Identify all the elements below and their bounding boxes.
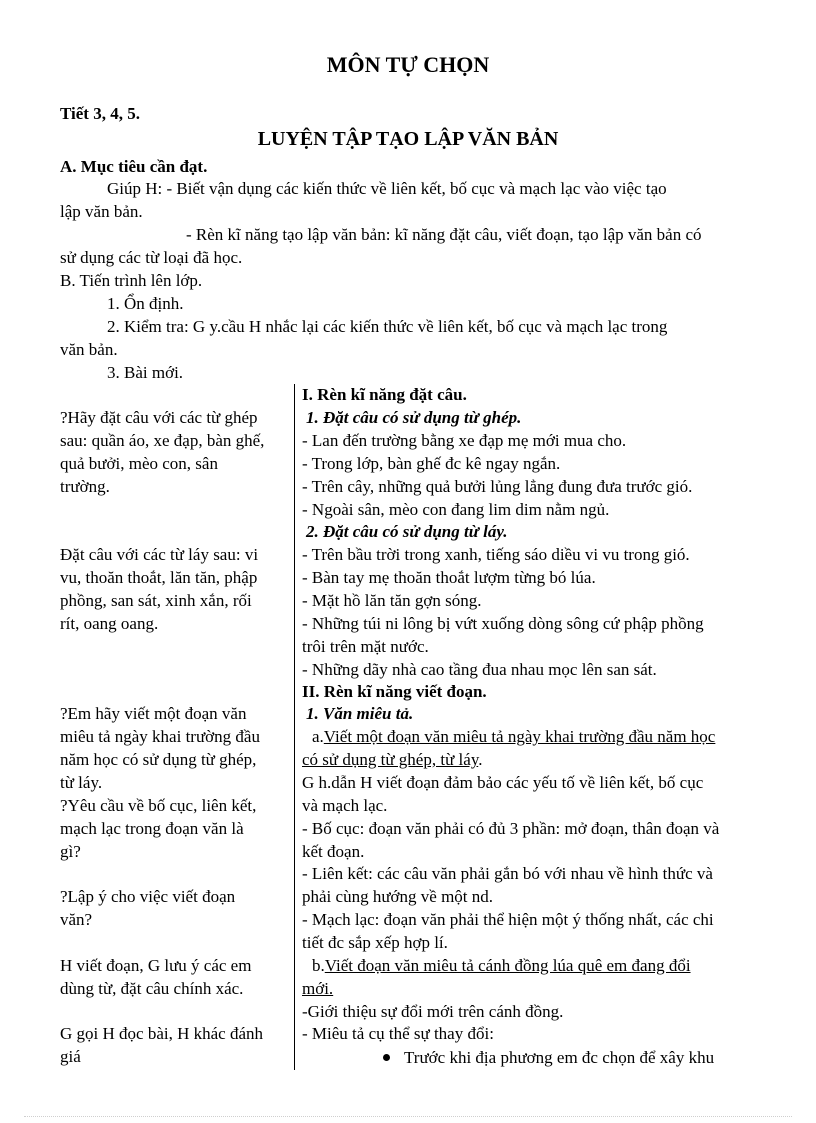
right-subheading: 1. Đặt câu có sử dụng từ ghép. [306,408,522,427]
task-b-prefix: b. [312,956,325,975]
right-heading-1: I. Rèn kĩ năng đặt câu. [302,385,467,404]
task-a-end: . [478,750,483,769]
left-question-line: rít, oang oang. [60,614,159,633]
task-a-line [312,726,715,748]
left-question-line: H viết đoạn, G lưu ý các em [60,956,252,975]
left-question-line: ?Yêu cầu về bố cục, liên kết, [60,796,257,815]
left-question-line: sau: quần áo, xe đạp, bàn ghế, [60,431,265,450]
bullet-dot-icon [383,1054,390,1061]
left-question-line: quả bưởi, mèo con, sân [60,454,218,473]
left-question-line: văn? [60,910,93,929]
right-tail: - Miêu tả cụ thể sự thay đổi: [302,1024,494,1043]
section-b-item: 2. Kiểm tra: G y.cầu H nhắc lại các kiến thức về liên kết, bố cục và mạch lạc trong [107,317,668,336]
right-sentence: trôi trên mặt nước. [302,637,429,656]
right-guide: - Bố cục: đoạn văn phải có đủ 3 phần: mở đoạn, thân đoạn và [302,819,720,838]
left-question-line: G gọi H đọc bài, H khác đánh [60,1024,264,1043]
section-a-line: - Rèn kĩ năng tạo lập văn bản: kĩ năng đặt câu, viết đoạn, tạo lập văn bản có [186,225,702,244]
right-sentence: - Ngoài sân, mèo con đang lim dim nằm ngủ. [302,500,610,519]
right-subheading: 1. Văn miêu tả. [306,704,414,723]
task-a-line [302,749,482,771]
column-divider [294,384,295,1070]
document-title: MÔN TỰ CHỌN [326,52,490,77]
task-a-text: Viết một đoạn văn miêu tả ngày khai trường đầu năm học [323,727,716,746]
left-question-line: ?Hãy đặt câu với các từ ghép [60,408,258,427]
right-sentence: - Mặt hồ lăn tăn gợn sóng. [302,591,482,610]
section-b-heading: B. Tiến trình lên lớp. [60,271,203,290]
right-guide: kết đoạn. [302,842,365,861]
left-question-line: trường. [60,477,110,496]
section-b-item: 3. Bài mới. [107,363,184,382]
left-question-line: giá [60,1047,81,1066]
lesson-title: LUYỆN TẬP TẠO LẬP VĂN BẢN [257,128,559,150]
left-question-line: vu, thoăn thoắt, lăn tăn, phập [60,568,258,587]
section-b-item: 1. Ổn định. [107,294,184,313]
left-question-line: Đặt câu với các từ láy sau: vi [60,545,259,564]
right-guide: G h.dẫn H viết đoạn đảm bảo các yếu tố về liên kết, bố cục [302,773,704,792]
bullet-text: Trước khi địa phương em đc chọn để xây khu [404,1048,715,1067]
section-a-heading: A. Mục tiêu cần đạt. [60,157,208,176]
right-sentence: - Bàn tay mẹ thoăn thoắt lượm từng bó lúa. [302,568,596,587]
left-question-line: mạch lạc trong đoạn văn là [60,819,244,838]
section-a-line: lập văn bản. [60,202,143,221]
task-b-line [312,955,691,977]
task-b-text: Viết đoạn văn miêu tả cánh đồng lúa quê em đang đổi [324,956,691,975]
left-question-line: gì? [60,842,81,861]
section-b-item: văn bản. [60,340,118,359]
left-question-line: dùng từ, đặt câu chính xác. [60,979,244,998]
task-b-text: mới. [302,979,334,998]
task-a-prefix: a. [312,727,324,746]
page-bottom-border [24,1116,792,1117]
right-guide: - Mạch lạc: đoạn văn phải thể hiện một ý thống nhất, các chi [302,910,714,929]
right-guide: và mạch lạc. [302,796,388,815]
right-tail: -Giới thiệu sự đổi mới trên cánh đồng. [302,1002,564,1021]
right-sentence: - Những dãy nhà cao tầng đua nhau mọc lên san sát. [302,660,657,679]
bullet-item [383,1047,714,1069]
left-question-line: ?Em hãy viết một đoạn văn [60,704,247,723]
left-question-line: từ láy. [60,773,103,792]
right-sentence: - Lan đến trường bằng xe đạp mẹ mới mua cho. [302,431,627,450]
right-guide: tiết đc sắp xếp hợp lí. [302,933,448,952]
right-sentence: - Trên bầu trời trong xanh, tiếng sáo diều vi vu trong gió. [302,545,690,564]
right-subheading: 2. Đặt câu có sử dụng từ láy. [306,522,508,541]
task-b-line [302,978,333,1000]
left-question-line: miêu tả ngày khai trường đầu [60,727,260,746]
section-a-line: sử dụng các từ loại đã học. [60,248,243,267]
right-heading-2: II. Rèn kĩ năng viết đoạn. [302,682,487,701]
section-a-line: Giúp H: - Biết vận dụng các kiến thức về liên kết, bố cục và mạch lạc vào việc tạo [107,179,667,198]
right-guide: - Liên kết: các câu văn phải gắn bó với nhau về hình thức và [302,864,713,883]
right-sentence: - Những túi ni lông bị vứt xuống dòng sông cứ phập phồng [302,614,704,633]
left-question-line: ?Lập ý cho việc viết đoạn [60,887,236,906]
left-question-line: phồng, san sát, xinh xắn, rối [60,591,252,610]
lesson-period: Tiết 3, 4, 5. [60,104,140,123]
right-sentence: - Trên cây, những quả bưởi lủng lẳng đung đưa trước gió. [302,477,693,496]
task-a-text: có sử dụng từ ghép, từ láy [302,750,479,769]
right-sentence: - Trong lớp, bàn ghế đc kê ngay ngắn. [302,454,561,473]
right-guide: phải cùng hướng về một nd. [302,887,494,906]
left-question-line: năm học có sử dụng từ ghép, [60,750,257,769]
